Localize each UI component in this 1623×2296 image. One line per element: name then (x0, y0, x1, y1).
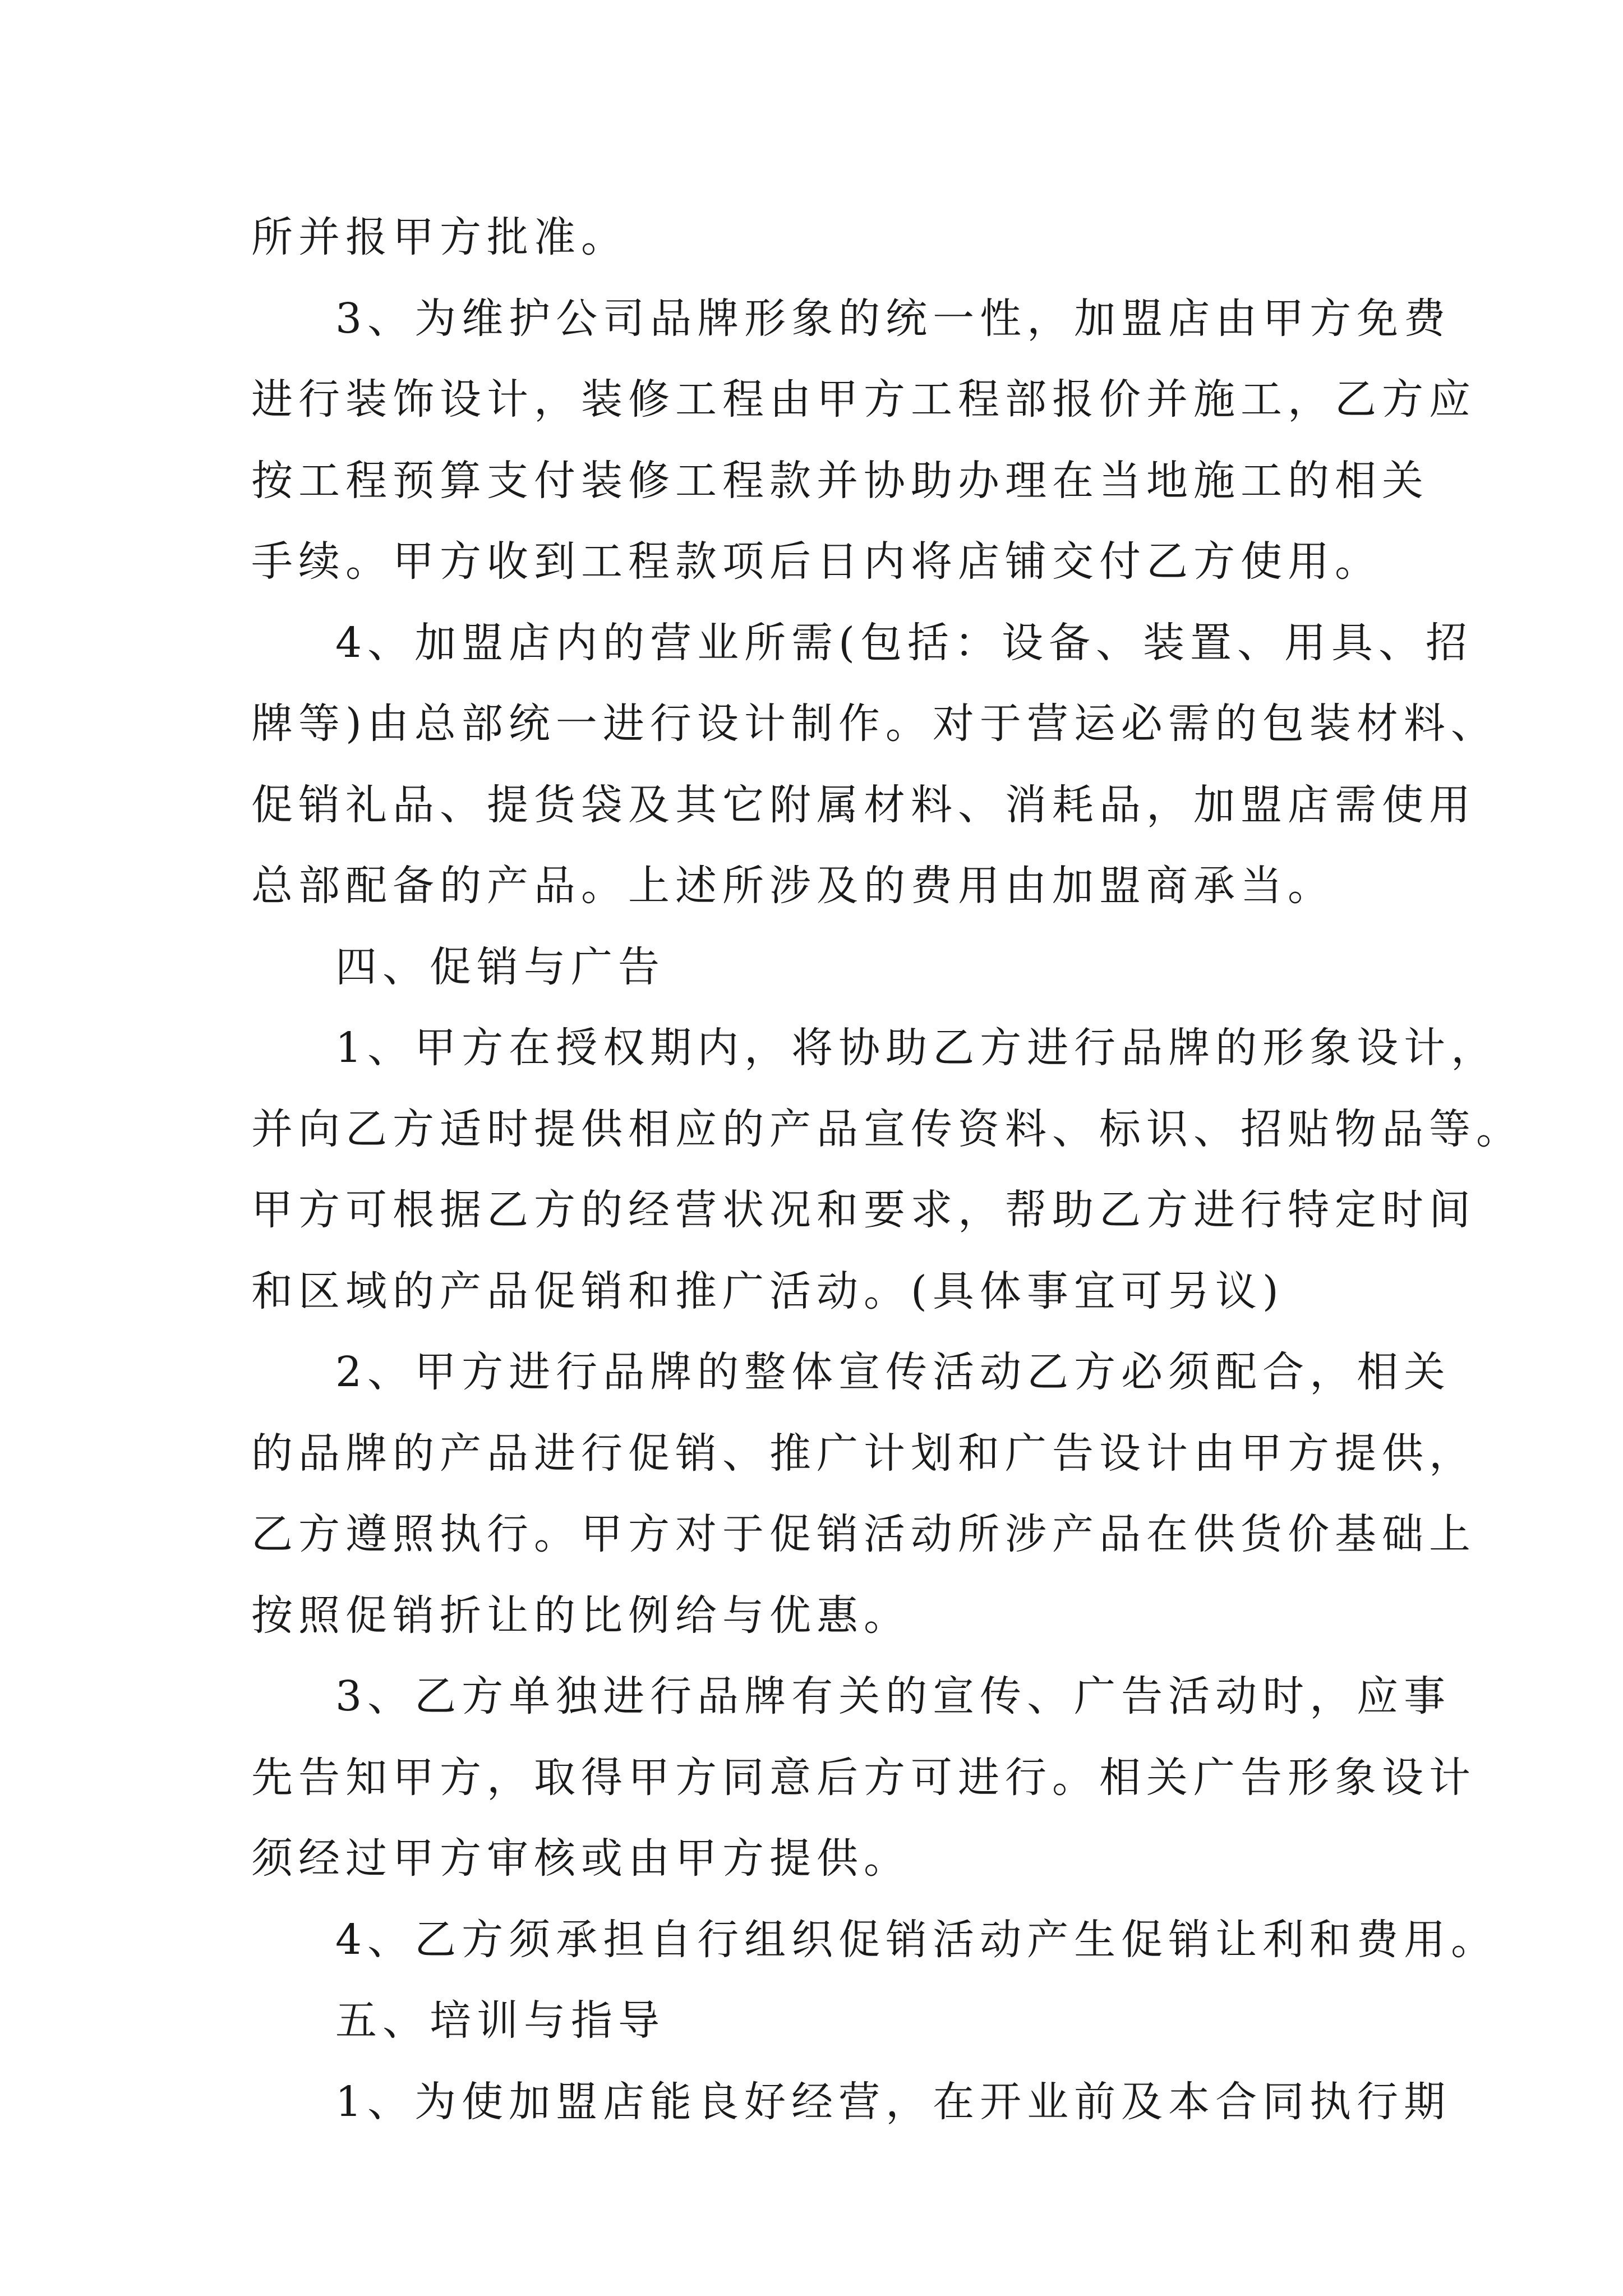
text-line: 2、甲方进行品牌的整体宣传活动乙方必须配合，相关 (335, 1348, 1451, 1396)
text-line: 和区域的产品促销和推广活动。(具体事宜可另议) (251, 1267, 1284, 1315)
text-line: 牌等)由总部统一进行设计制作。对于营运必需的包装材料、 (251, 700, 1498, 748)
text-line: 1、为使加盟店能良好经营，在开业前及本合同执行期 (335, 2078, 1451, 2126)
section-heading: 四、促销与广告 (335, 943, 665, 991)
text-line: 手续。甲方收到工程款项后日内将店铺交付乙方使用。 (251, 537, 1382, 586)
text-line: 先告知甲方，取得甲方同意后方可进行。相关广告形象设计 (251, 1754, 1476, 1802)
text-line: 3、为维护公司品牌形象的统一性，加盟店由甲方免费 (335, 295, 1451, 343)
text-line: 的品牌的产品进行促销、推广计划和广告设计由甲方提供， (251, 1429, 1476, 1478)
section-heading: 五、培训与指导 (335, 1996, 665, 2045)
text-line: 1、甲方在授权期内，将协助乙方进行品牌的形象设计， (335, 1024, 1498, 1072)
text-line: 总部配备的产品。上述所涉及的费用由加盟商承当。 (251, 862, 1335, 910)
text-line: 须经过甲方审核或由甲方提供。 (251, 1834, 911, 1883)
text-line: 乙方遵照执行。甲方对于促销活动所涉产品在供货价基础上 (251, 1510, 1476, 1558)
text-line: 促销礼品、提货袋及其它附属材料、消耗品，加盟店需使用 (251, 781, 1476, 829)
text-line: 并向乙方适时提供相应的产品宣传资料、标识、招贴物品等。 (251, 1105, 1523, 1153)
text-line: 甲方可根据乙方的经营状况和要求，帮助乙方进行特定时间 (251, 1186, 1476, 1234)
text-line: 按照促销折让的比例给与优惠。 (251, 1591, 911, 1640)
text-line: 按工程预算支付装修工程款并协助办理在当地施工的相关 (251, 457, 1429, 505)
text-line: 4、加盟店内的营业所需(包括：设备、装置、用具、招 (335, 619, 1473, 667)
text-line: 进行装饰设计，装修工程由甲方工程部报价并施工，乙方应 (251, 375, 1476, 424)
text-line: 4、乙方须承担自行组织促销活动产生促销让利和费用。 (335, 1916, 1498, 1964)
text-line: 所并报甲方批准。 (251, 213, 628, 261)
text-line: 3、乙方单独进行品牌有关的宣传、广告活动时，应事 (335, 1672, 1451, 1720)
